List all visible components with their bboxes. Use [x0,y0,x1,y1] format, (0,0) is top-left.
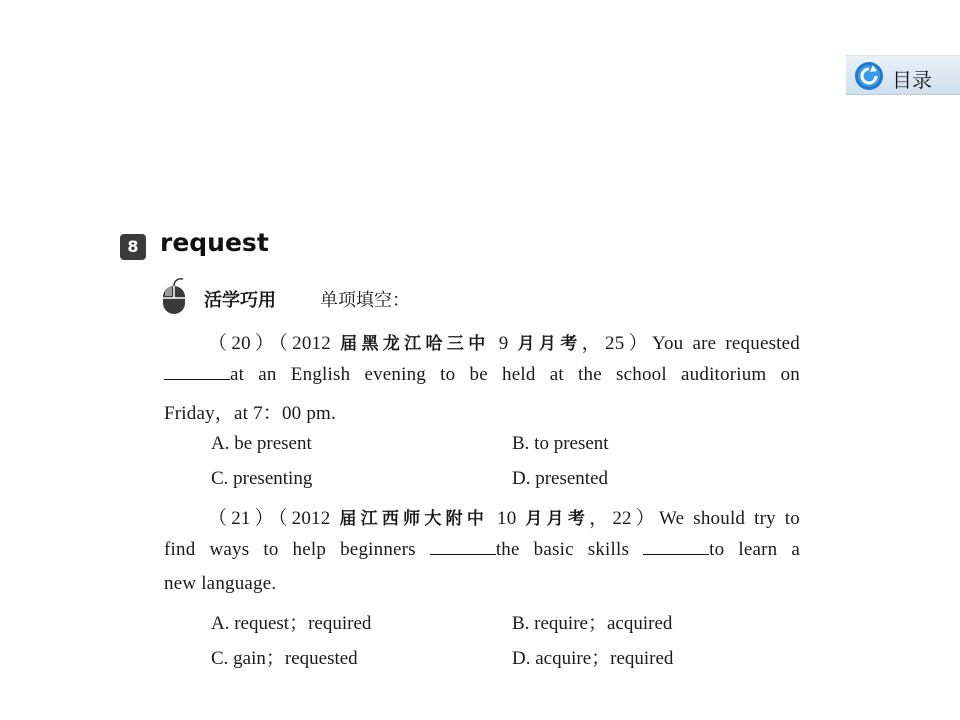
q21-source-month: 10 [488,508,526,529]
q20-option-d: D. presented [512,468,609,489]
q21-source-exam: 月月考 [525,509,590,529]
section-title: request [160,228,269,257]
q20-source-exam: 月月考 [517,334,582,354]
answer-blank [164,363,230,380]
refresh-arrow-icon [854,61,884,91]
q20-source-month: 9 [489,333,518,354]
mouse-icon [161,276,187,316]
q21-text-c: to learn a [709,539,801,560]
q21-option-d: D. acquire；required [512,648,674,669]
q20-line3: Friday，at 7：00 pm. [164,403,336,424]
q20-line1 [164,328,800,355]
q21-line3: new language. [164,573,277,594]
answer-blank [430,538,496,555]
q21-line1 [164,503,800,530]
q21-option-c: C. gain；requested [211,648,358,669]
q20-source: 届黑龙江哈三中 [340,334,490,354]
q20-text-start: You are requested [651,333,800,354]
q21-number: （21）（2012 [208,508,340,529]
q21-option-b: B. require；acquired [512,613,673,634]
q21-line2 [164,538,800,561]
toc-button[interactable] [846,55,960,95]
q20-option-b: B. to present [512,433,609,454]
subheading-normal: 单项填空： [320,290,410,311]
q21-text-b: the basic skills [495,539,644,560]
q20-option-a: A. be present [211,433,312,454]
answer-blank [643,538,709,555]
q21-text-start: We should try to [659,508,800,529]
q20-text-mid: at an English evening to be held at the school auditorium on [230,364,800,385]
q21-text-a: find ways to help beginners [164,539,430,560]
toc-label: 目录 [892,68,932,92]
q20-line2 [164,363,800,386]
q20-number: （20）（2012 [208,333,341,354]
q21-source-item: ，22） [589,508,660,529]
q21-option-a: A. request；required [211,613,372,634]
section-number-badge: 8 [120,234,146,260]
q20-option-c: C. presenting [211,468,313,489]
q21-source: 届江西师大附中 [339,509,489,529]
q20-source-item: ，25） [581,333,652,354]
subheading-bold: 活学巧用 [204,290,276,311]
